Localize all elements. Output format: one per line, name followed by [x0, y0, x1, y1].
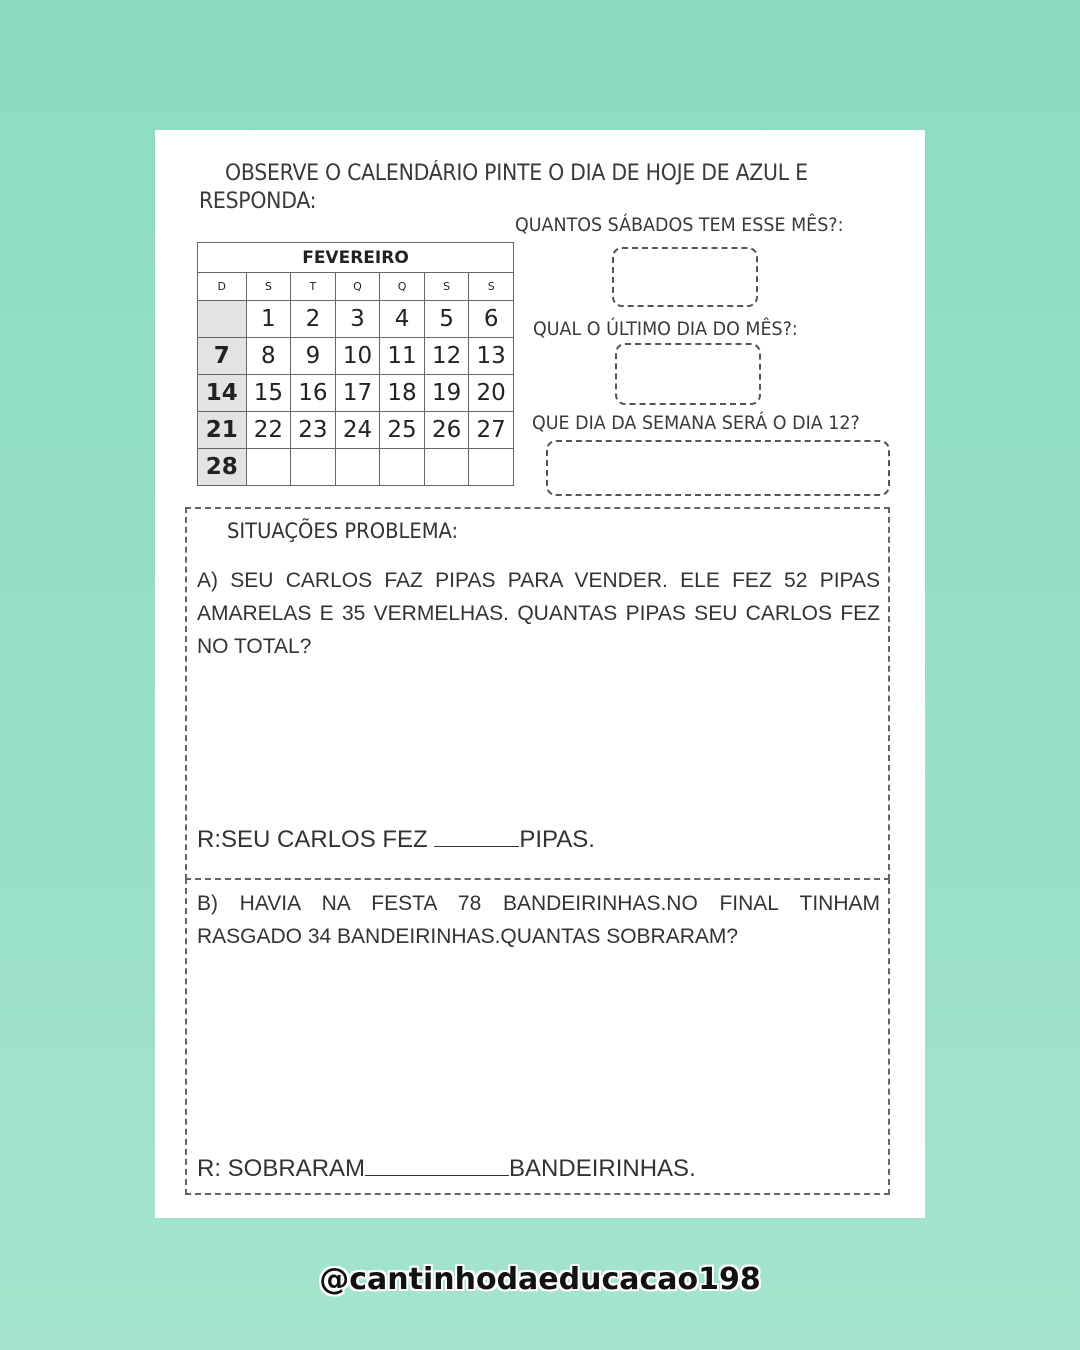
day-cell[interactable]: 4	[380, 301, 425, 338]
day-cell[interactable]: 27	[469, 412, 514, 449]
calendar	[197, 242, 514, 486]
problem-b-answer	[197, 1154, 696, 1183]
day-cell[interactable]: 13	[469, 338, 514, 375]
week-row	[198, 449, 514, 486]
problem-b-answer-prefix: R: SOBRARAM	[197, 1155, 366, 1182]
instructions	[199, 160, 831, 216]
social-handle: @cantinhodaeducacao198	[319, 1262, 761, 1297]
day-cell[interactable]: 5	[424, 301, 469, 338]
day-cell[interactable]: 12	[424, 338, 469, 375]
weekday-row	[198, 273, 514, 301]
day-cell[interactable]	[246, 449, 291, 486]
day-cell[interactable]: 10	[335, 338, 380, 375]
problems-title: SITUAÇÕES PROBLEMA:	[227, 519, 459, 543]
problem-b-answer-blank[interactable]	[365, 1154, 509, 1176]
question-last-day: QUAL O ÚLTIMO DIA DO MÊS?:	[533, 318, 798, 340]
day-cell[interactable]: 25	[380, 412, 425, 449]
day-cell[interactable]: 24	[335, 412, 380, 449]
question-weekday-12: QUE DIA DA SEMANA SERÁ O DIA 12?	[532, 412, 860, 434]
problem-a-answer-prefix: R:SEU CARLOS FEZ	[197, 826, 435, 853]
weekday-cell: D	[198, 273, 247, 301]
day-cell[interactable]: 2	[291, 301, 336, 338]
day-cell[interactable]	[335, 449, 380, 486]
day-cell[interactable]: 14	[198, 375, 247, 412]
worksheet	[155, 130, 925, 1218]
day-cell[interactable]: 20	[469, 375, 514, 412]
problem-a-answer-blank[interactable]	[434, 825, 519, 847]
question-saturdays: QUANTOS SÁBADOS TEM ESSE MÊS?:	[515, 214, 844, 236]
day-cell[interactable]: 16	[291, 375, 336, 412]
day-cell[interactable]: 17	[335, 375, 380, 412]
day-cell[interactable]: 3	[335, 301, 380, 338]
weekday-cell: Q	[335, 273, 380, 301]
week-row	[198, 301, 514, 338]
instruction-line-2: RESPONDA:	[199, 189, 317, 214]
answer-box-saturdays[interactable]	[612, 247, 758, 307]
calendar-month: FEVEREIRO	[198, 243, 514, 273]
day-cell[interactable]: 28	[198, 449, 247, 486]
problem-b-text: B) HAVIA NA FESTA 78 BANDEIRINHAS.NO FINAL TINHAM RASGADO 34 BANDEIRINHAS.QUANTAS SOBRARAM?	[197, 892, 880, 948]
day-cell[interactable]: 9	[291, 338, 336, 375]
day-cell[interactable]	[380, 449, 425, 486]
day-cell[interactable]: 23	[291, 412, 336, 449]
day-cell[interactable]: 1	[246, 301, 291, 338]
weekday-cell: S	[246, 273, 291, 301]
day-cell[interactable]: 15	[246, 375, 291, 412]
answer-box-weekday-12[interactable]	[546, 440, 890, 496]
problem-b-section	[185, 878, 890, 1195]
problem-a-section	[185, 507, 890, 880]
weekday-cell: S	[469, 273, 514, 301]
day-cell[interactable]	[424, 449, 469, 486]
day-cell[interactable]: 11	[380, 338, 425, 375]
weekday-cell: S	[424, 273, 469, 301]
week-row	[198, 338, 514, 375]
day-cell[interactable]: 18	[380, 375, 425, 412]
answer-box-last-day[interactable]	[615, 343, 761, 405]
day-cell[interactable]: 8	[246, 338, 291, 375]
problem-b-answer-suffix: BANDEIRINHAS.	[509, 1155, 696, 1182]
weekday-cell: T	[291, 273, 336, 301]
day-cell[interactable]: 22	[246, 412, 291, 449]
day-cell[interactable]: 19	[424, 375, 469, 412]
day-cell[interactable]	[291, 449, 336, 486]
weekday-cell: Q	[380, 273, 425, 301]
problem-a-text: A) SEU CARLOS FAZ PIPAS PARA VENDER. ELE FEZ 52 PIPAS AMARELAS E 35 VERMELHAS. QUANTAS PIPAS SEU CARLOS FEZ NO TOTAL?	[197, 569, 880, 658]
problem-a-answer-suffix: PIPAS.	[519, 826, 595, 853]
day-cell[interactable]: 26	[424, 412, 469, 449]
day-cell[interactable]: 21	[198, 412, 247, 449]
day-cell[interactable]: 6	[469, 301, 514, 338]
day-cell[interactable]	[469, 449, 514, 486]
day-cell[interactable]	[198, 301, 247, 338]
week-row	[198, 412, 514, 449]
instruction-line-1: OBSERVE O CALENDÁRIO PINTE O DIA DE HOJE DE AZUL E	[225, 161, 808, 186]
day-cell[interactable]: 7	[198, 338, 247, 375]
week-row	[198, 375, 514, 412]
problem-a-answer	[197, 825, 595, 854]
